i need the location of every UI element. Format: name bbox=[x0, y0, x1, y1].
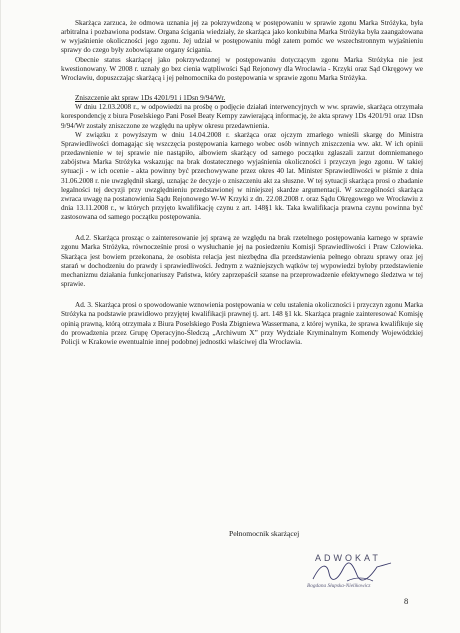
document-body bbox=[61, 19, 423, 347]
section-heading bbox=[61, 94, 423, 103]
paragraph-ad2: Ad.2. Skarżąca prosząc o zainteresowanie jej sprawą ze względu na brak rzetelnego postępowania karnego w sprawie zgonu Marka Stróżyka, równocześnie prosi o wysłuchanie jej na posiedzeniu Komisji Sprawiedliwości i Praw Człowieka. Skarżąca jest bowiem przekonana, że osobista relacja jest niezbędna dla przedstawienia pełnego obrazu sprawy oraz jej starań w dochodzeniu do prawdy i sprawiedliwości. Jednym z ważniejszych wątków tej wypowiedzi byłoby przedstawienie mechanizmu działania funkcjonariuszy Państwa, który zaprzepaścił szanse na przeprowadzenie efektywnego śledztwa w tej sprawie. bbox=[61, 234, 423, 289]
stamp-name: Bogdana Słupska-Nielikowicz bbox=[307, 583, 371, 589]
page-number: 8 bbox=[404, 596, 409, 606]
section-heading-text: Zniszczenie akt spraw 1Ds 4201/91 i 1Dsn 9/94/Wr. bbox=[75, 94, 226, 103]
paragraph-korespondencja: W dniu 12.03.2008 r., w odpowiedzi na prośbę o podjęcie działań interwencyjnych w ww. sprawie, skarżąca otrzymała korespondencję z biura Poselskiego Pani Poseł Beaty Kempy zawierającą informację, że akta sprawy 1Ds 4201/91 oraz 1Dsn 9/94/Wr zostały zniszczone ze względu na upływ okresu przedawnienia. bbox=[61, 103, 423, 130]
advocate-stamp bbox=[307, 553, 397, 603]
paragraph-status: Obecnie status skarżącej jako pokrzywdzonej w postępowaniu dotyczącym zgonu Marka Stróżyka nie jest kwestionowany. W 2008 r. uznały go bez cienia wątpliwości Sąd Rejonowy dla Wrocławia - Krzyki oraz Sąd Okręgowy we Wrocławiu, dopuszczając skarżącą i jej pełnomocnika do postępowania w sprawie zgonu Marka Stróżyka. bbox=[61, 55, 423, 82]
paragraph-ad3: Ad. 3. Skarżąca prosi o spowodowanie wznowienia postępowania w celu ustalenia okoliczności i przyczyn zgonu Marka Stróżyka na podstawie prawidłowo przyjętej kwalifikacji prawnej tj. art. 148 §1 kk. Skarżąca pragnie zainteresować Komisję opinią prawną, którą otrzymała z Biura Poselskiego Posła Zbigniewa Wassermana, z której wynika, że sprawa kwalifikuje się do prowadzenia przez Grupę Operacyjno-Śledczą „Archiwum X” przy Wydziale Kryminalnym Komendy Wojewódzkiej Policji w Krakowie ewentualnie innej podobnej jednostki właściwej dla Wrocławia. bbox=[61, 301, 423, 346]
stamp-title: ADWOKAT bbox=[315, 553, 381, 563]
paragraph-konkubina: Skarżąca zarzuca, że odmowa uznania jej za pokrzywdzoną w postępowaniu w sprawie zgonu Marka Stróżyka, była arbitralna i pozbawiona podstaw. Organa ścigania wiedziały, że skarżąca jako konkubina Marka Stróżyka była zaangażowana w wyjaśnienie okoliczności jego zgonu. Jej udział w postępowaniu mógł zatem pomóc we wszechstronnym wyjaśnieniu sprawy do czego były zobowiązane organy ścigania. bbox=[61, 19, 423, 55]
signature-label: Pełnomocnik skarżącej bbox=[229, 529, 300, 538]
handwritten-signature bbox=[307, 559, 397, 585]
paragraph-skarga-minister: W związku z powyższym w dniu 14.04.2008 r. skarżąca oraz ojczym zmarłego wnieśli skargę do Ministra Sprawiedliwości domagając się wszczęcia postępowania karnego wobec osób winnych zniszczenia ww. akt. W ich opinii przedawnienie w tej sprawie nie nastąpiło, albowiem skarżący od samego początku zgłaszali zarzut domniemanego zabójstwa Marka Stróżyka wskazując na brak dostatecznego wyjaśnienia okoliczności i przyczyn jego zgonu. W takiej sytuacji - w ich ocenie - akta powinny być przechowywane przez okres 40 lat. Minister Sprawiedliwości w piśmie z dnia 31.06.2008 r. nie uwzględnił skargi, uznając że decyzje o zniszczeniu akt za słuszne. W tej sytuacji skarżąca prosi o zbadanie legalności tej decyzji przy uwzględnieniu przedstawionej w niniejszej skardze argumentacji. W szczególności skarżąca zwraca uwagę na postanowienia Sądu Rejonowego W-W Krzyki z dn. 22.08.2008 r. oraz Sądu Okręgowego we Wrocławiu z dnia 13.11.2008 r., w których przyjęto kwalifikację czynu z art. 148§1 kk. Taka kwalifikacja prawna czynu powinna być zastosowana od samego początku postępowania. bbox=[61, 130, 423, 222]
